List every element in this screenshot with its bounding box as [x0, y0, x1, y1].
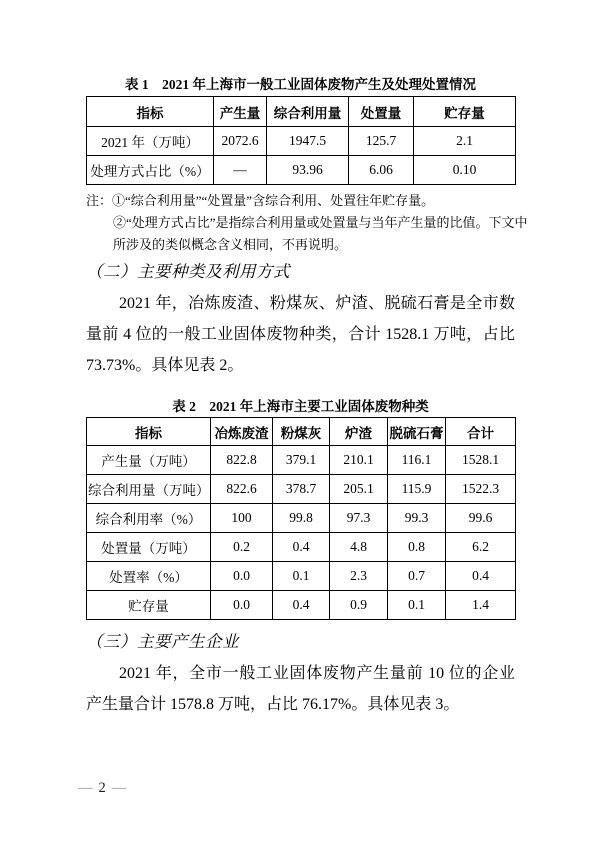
table-cell: 处置率（%） — [87, 562, 211, 591]
table-cell: — — [214, 156, 267, 185]
table2-header-gypsum: 脱硫石膏 — [388, 418, 446, 446]
table-cell: 378.7 — [273, 475, 330, 504]
table-cell: 2021 年（万吨） — [87, 127, 214, 156]
table-cell: 综合利用率（%） — [87, 504, 211, 533]
table1-header-indicator: 指标 — [87, 97, 214, 127]
table1-header-stored: 贮存量 — [414, 97, 516, 127]
table-cell: 0.1 — [388, 591, 446, 620]
table-cell: 处理方式占比（%） — [87, 156, 214, 185]
table1-notes — [86, 190, 528, 256]
table1 — [86, 96, 516, 185]
paragraph-line: 2021 年，全市一般工业固体废物产生量前 10 位的企业 — [119, 665, 515, 682]
table-cell: 1.4 — [446, 591, 516, 620]
table-cell: 0.1 — [273, 562, 330, 591]
paragraph-enterprises — [86, 658, 515, 720]
table-cell: 379.1 — [273, 446, 330, 475]
table2-row-disposed — [87, 533, 516, 562]
table-cell: 97.3 — [330, 504, 388, 533]
table2-header-total: 合计 — [446, 418, 516, 446]
paragraph-line: 73.73%。具体见表 2。 — [86, 357, 244, 374]
table2-row-generated — [87, 446, 516, 475]
table-cell: 99.8 — [273, 504, 330, 533]
table-cell: 4.8 — [330, 533, 388, 562]
table2-header-furnace-slag: 炉渣 — [330, 418, 388, 446]
note-line-3: 所涉及的类似概念含义相同，不再说明。 — [113, 237, 348, 252]
table-cell: 1947.5 — [267, 127, 349, 156]
table2-row-disposal-rate — [87, 562, 516, 591]
paragraph-types — [86, 288, 515, 381]
table-cell: 0.8 — [388, 533, 446, 562]
table-cell: 205.1 — [330, 475, 388, 504]
table-cell: 产生量（万吨） — [87, 446, 211, 475]
table2-header-smelting-slag: 冶炼废渣 — [211, 418, 273, 446]
page-number — [78, 779, 126, 797]
note-line-2: ②“处理方式占比”是指综合利用量或处置量与当年产生量的比值。下文中 — [113, 215, 528, 230]
table2-header-row — [87, 418, 516, 446]
table-cell: 116.1 — [388, 446, 446, 475]
table-cell: 1522.3 — [446, 475, 516, 504]
table-cell: 0.4 — [446, 562, 516, 591]
table-cell: 0.4 — [273, 591, 330, 620]
table-cell: 100 — [211, 504, 273, 533]
section-heading-enterprises: （三）主要产生企业 — [86, 632, 239, 651]
table1-header-disposed: 处置量 — [349, 97, 414, 127]
table-cell: 6.06 — [349, 156, 414, 185]
table2 — [86, 417, 516, 620]
table-cell: 99.3 — [388, 504, 446, 533]
table-cell: 822.6 — [211, 475, 273, 504]
table-cell: 0.0 — [211, 591, 273, 620]
table-cell: 0.10 — [414, 156, 516, 185]
table-cell: 2.3 — [330, 562, 388, 591]
table1-header-utilized: 综合利用量 — [267, 97, 349, 127]
table-cell: 处置量（万吨） — [87, 533, 211, 562]
table-cell: 2072.6 — [214, 127, 267, 156]
table1-header-generated: 产生量 — [214, 97, 267, 127]
table-cell: 99.6 — [446, 504, 516, 533]
page-number-dash-left: — — [78, 780, 93, 796]
table-cell: 0.0 — [211, 562, 273, 591]
table1-row-ratio — [87, 156, 516, 185]
table-cell: 210.1 — [330, 446, 388, 475]
table-cell: 0.2 — [211, 533, 273, 562]
paragraph-line: 量前 4 位的一般工业固体废物种类，合计 1528.1 万吨，占比 — [86, 326, 515, 343]
table-cell: 115.9 — [388, 475, 446, 504]
page-number-value: 2 — [98, 780, 106, 796]
table1-row-2021 — [87, 127, 516, 156]
table2-header-indicator: 指标 — [87, 418, 211, 446]
table-cell: 125.7 — [349, 127, 414, 156]
table2-title: 表 2 2021 年上海市主要工业固体废物种类 — [172, 399, 429, 414]
table2-row-utilized — [87, 475, 516, 504]
table2-row-utilization-rate — [87, 504, 516, 533]
table1-header-row — [87, 97, 516, 127]
table-cell: 贮存量 — [87, 591, 211, 620]
section-heading-types: （二）主要种类及利用方式 — [86, 262, 290, 281]
table2-row-stored — [87, 591, 516, 620]
table-cell: 0.9 — [330, 591, 388, 620]
table1-title: 表 1 2021 年上海市一般工业固体废物产生及处理处置情况 — [125, 77, 476, 92]
table-cell: 0.4 — [273, 533, 330, 562]
page-number-dash-right: — — [111, 780, 127, 796]
table-cell: 0.7 — [388, 562, 446, 591]
table2-header-fly-ash: 粉煤灰 — [273, 418, 330, 446]
table-cell: 1528.1 — [446, 446, 516, 475]
paragraph-line: 产生量合计 1578.8 万吨，占比 76.17%。具体见表 3。 — [86, 696, 460, 713]
table-cell: 2.1 — [414, 127, 516, 156]
table-cell: 822.8 — [211, 446, 273, 475]
table-cell: 93.96 — [267, 156, 349, 185]
note-line-1: 注：①“综合利用量”“处置量”含综合利用、处置往年贮存量。 — [86, 193, 435, 208]
table-cell: 6.2 — [446, 533, 516, 562]
paragraph-line: 2021 年，冶炼废渣、粉煤灰、炉渣、脱硫石膏是全市数 — [119, 295, 515, 312]
table-cell: 综合利用量（万吨） — [87, 475, 211, 504]
